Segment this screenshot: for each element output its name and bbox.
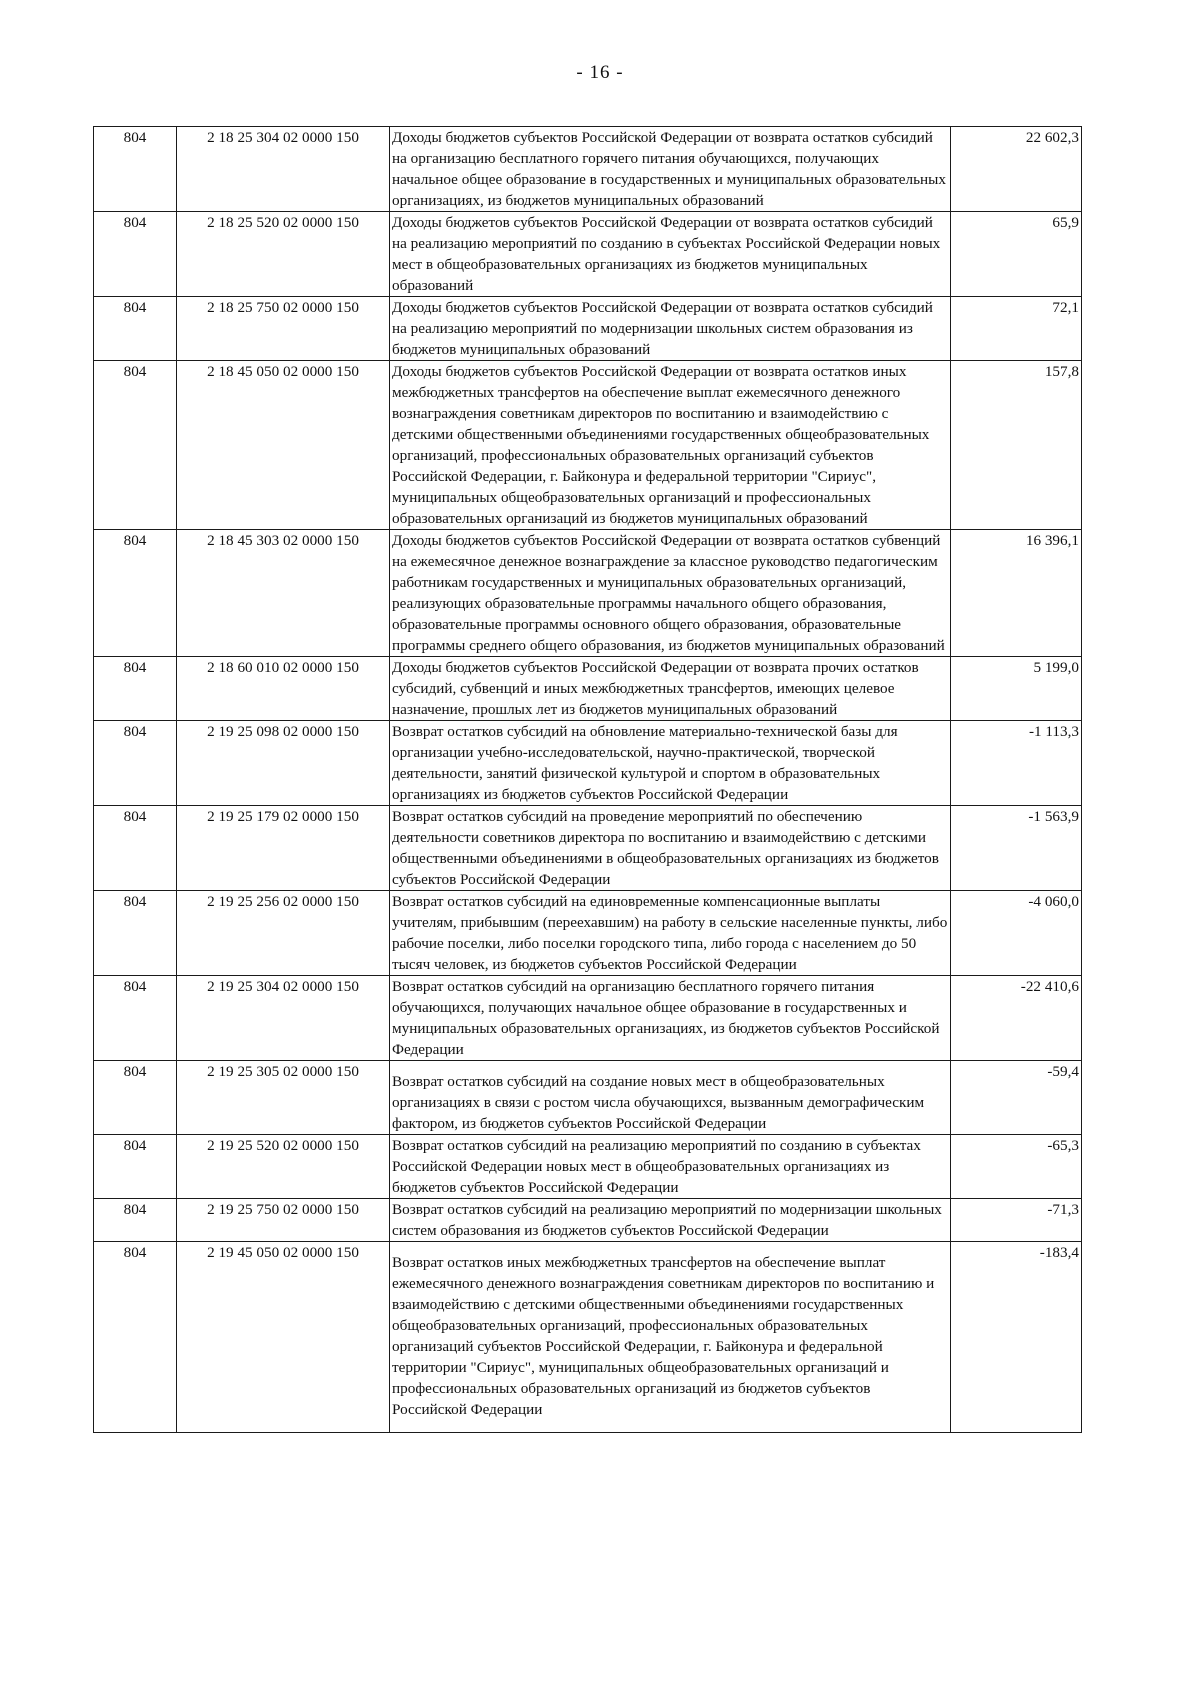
amount-cell: 157,8 <box>951 361 1082 530</box>
description-cell: Возврат остатков субсидий на проведение мероприятий по обеспечению деятельности советников директора по воспитанию и взаимодействию с детскими общественными объединениями в общеобразовательных организациях из бюджетов субъектов Российской Федерации <box>390 806 951 891</box>
table-row <box>94 891 1082 976</box>
table-row <box>94 127 1082 212</box>
page-number: - 16 - <box>576 62 624 83</box>
table-row <box>94 657 1082 721</box>
admin-code-cell: 804 <box>94 361 177 530</box>
description-cell: Возврат остатков субсидий на реализацию мероприятий по созданию в субъектах Российской Федерации новых мест в общеобразовательных организациях из бюджетов субъектов Российской Федерации <box>390 1135 951 1199</box>
table-row <box>94 212 1082 297</box>
description-cell: Доходы бюджетов субъектов Российской Федерации от возврата остатков иных межбюджетных трансфертов на обеспечение выплат ежемесячного денежного вознаграждения советникам директоров по воспитанию и взаимодействию с детскими общественными объединениями государственных общеобразовательных организаций, профессиональных образовательных организаций субъектов Российской Федерации, г. Байконура и федеральной территории "Сириус", муниципальных общеобразовательных организаций и профессиональных образовательных организаций из бюджетов муниципальных образований <box>390 361 951 530</box>
amount-cell: 5 199,0 <box>951 657 1082 721</box>
table-row <box>94 976 1082 1061</box>
description-cell: Доходы бюджетов субъектов Российской Федерации от возврата прочих остатков субсидий, субвенций и иных межбюджетных трансфертов, имеющих целевое назначение, прошлых лет из бюджетов муниципальных образований <box>390 657 951 721</box>
amount-cell: -183,4 <box>951 1242 1082 1433</box>
budget-code-cell: 2 18 25 750 02 0000 150 <box>177 297 390 361</box>
admin-code-cell: 804 <box>94 976 177 1061</box>
amount-cell: -59,4 <box>951 1061 1082 1135</box>
table-row <box>94 1242 1082 1433</box>
budget-code-cell: 2 18 60 010 02 0000 150 <box>177 657 390 721</box>
admin-code-cell: 804 <box>94 212 177 297</box>
budget-code-cell: 2 18 45 303 02 0000 150 <box>177 530 390 657</box>
budget-code-cell: 2 19 25 520 02 0000 150 <box>177 1135 390 1199</box>
amount-cell: 22 602,3 <box>951 127 1082 212</box>
description-cell: Возврат остатков субсидий на организацию бесплатного горячего питания обучающихся, получающих начальное общее образование в государственных и муниципальных образовательных организациях, из бюджетов субъектов Российской Федерации <box>390 976 951 1061</box>
admin-code-cell: 804 <box>94 806 177 891</box>
description-cell: Доходы бюджетов субъектов Российской Федерации от возврата остатков субсидий на реализацию мероприятий по модернизации школьных систем образования из бюджетов муниципальных образований <box>390 297 951 361</box>
description-cell: Доходы бюджетов субъектов Российской Федерации от возврата остатков субсидий на организацию бесплатного горячего питания обучающихся, получающих начальное общее образование в государственных и муниципальных образовательных организациях, из бюджетов муниципальных образований <box>390 127 951 212</box>
table-row <box>94 806 1082 891</box>
description-cell: Возврат остатков субсидий на единовременные компенсационные выплаты учителям, прибывшим (переехавшим) на работу в сельские населенные пункты, либо рабочие поселки, либо поселки городского типа, либо города с населением до 50 тысяч человек, из бюджетов субъектов Российской Федерации <box>390 891 951 976</box>
table-row <box>94 297 1082 361</box>
amount-cell: -4 060,0 <box>951 891 1082 976</box>
table-row <box>94 530 1082 657</box>
amount-cell: -1 113,3 <box>951 721 1082 806</box>
admin-code-cell: 804 <box>94 721 177 806</box>
budget-code-cell: 2 19 45 050 02 0000 150 <box>177 1242 390 1433</box>
budget-code-cell: 2 18 25 520 02 0000 150 <box>177 212 390 297</box>
amount-cell: 16 396,1 <box>951 530 1082 657</box>
budget-code-cell: 2 18 25 304 02 0000 150 <box>177 127 390 212</box>
amount-cell: -22 410,6 <box>951 976 1082 1061</box>
amount-cell: 65,9 <box>951 212 1082 297</box>
admin-code-cell: 804 <box>94 530 177 657</box>
description-cell: Возврат остатков субсидий на обновление материально-технической базы для организации учебно-исследовательской, научно-практической, творческой деятельности, занятий физической культурой и спортом в образовательных организациях из бюджетов субъектов Российской Федерации <box>390 721 951 806</box>
budget-code-cell: 2 19 25 179 02 0000 150 <box>177 806 390 891</box>
budget-code-cell: 2 18 45 050 02 0000 150 <box>177 361 390 530</box>
admin-code-cell: 804 <box>94 1135 177 1199</box>
admin-code-cell: 804 <box>94 127 177 212</box>
admin-code-cell: 804 <box>94 657 177 721</box>
description-cell: Возврат остатков субсидий на создание новых мест в общеобразовательных организациях в связи с ростом числа обучающихся, вызванным демографическим фактором, из бюджетов субъектов Российской Федерации <box>390 1061 951 1135</box>
admin-code-cell: 804 <box>94 297 177 361</box>
admin-code-cell: 804 <box>94 1242 177 1433</box>
description-cell: Доходы бюджетов субъектов Российской Федерации от возврата остатков субвенций на ежемесячное денежное вознаграждение за классное руководство педагогическим работникам государственных и муниципальных образовательных организаций, реализующих образовательные программы начального общего образования, образовательные программы основного общего образования, образовательные программы среднего общего образования, из бюджетов муниципальных образований <box>390 530 951 657</box>
budget-code-cell: 2 19 25 256 02 0000 150 <box>177 891 390 976</box>
admin-code-cell: 804 <box>94 1199 177 1242</box>
budget-code-cell: 2 19 25 750 02 0000 150 <box>177 1199 390 1242</box>
amount-cell: -71,3 <box>951 1199 1082 1242</box>
description-cell: Доходы бюджетов субъектов Российской Федерации от возврата остатков субсидий на реализацию мероприятий по созданию в субъектах Российской Федерации новых мест в общеобразовательных организациях из бюджетов муниципальных образований <box>390 212 951 297</box>
admin-code-cell: 804 <box>94 1061 177 1135</box>
amount-cell: -1 563,9 <box>951 806 1082 891</box>
revenue-table <box>93 126 1082 1433</box>
budget-code-cell: 2 19 25 304 02 0000 150 <box>177 976 390 1061</box>
budget-code-cell: 2 19 25 098 02 0000 150 <box>177 721 390 806</box>
budget-code-cell: 2 19 25 305 02 0000 150 <box>177 1061 390 1135</box>
table-row <box>94 361 1082 530</box>
description-cell: Возврат остатков иных межбюджетных трансфертов на обеспечение выплат ежемесячного денежного вознаграждения советникам директоров по воспитанию и взаимодействию с детскими общественными объединениями государственных общеобразовательных организаций, профессиональных образовательных организаций субъектов Российской Федерации, г. Байконура и федеральной территории "Сириус", муниципальных общеобразовательных организаций и профессиональных образовательных организаций из бюджетов субъектов Российской Федерации <box>390 1242 951 1433</box>
table-row <box>94 1199 1082 1242</box>
amount-cell: -65,3 <box>951 1135 1082 1199</box>
amount-cell: 72,1 <box>951 297 1082 361</box>
description-cell: Возврат остатков субсидий на реализацию мероприятий по модернизации школьных систем образования из бюджетов субъектов Российской Федерации <box>390 1199 951 1242</box>
table-row <box>94 1135 1082 1199</box>
admin-code-cell: 804 <box>94 891 177 976</box>
table-row <box>94 1061 1082 1135</box>
table-row <box>94 721 1082 806</box>
